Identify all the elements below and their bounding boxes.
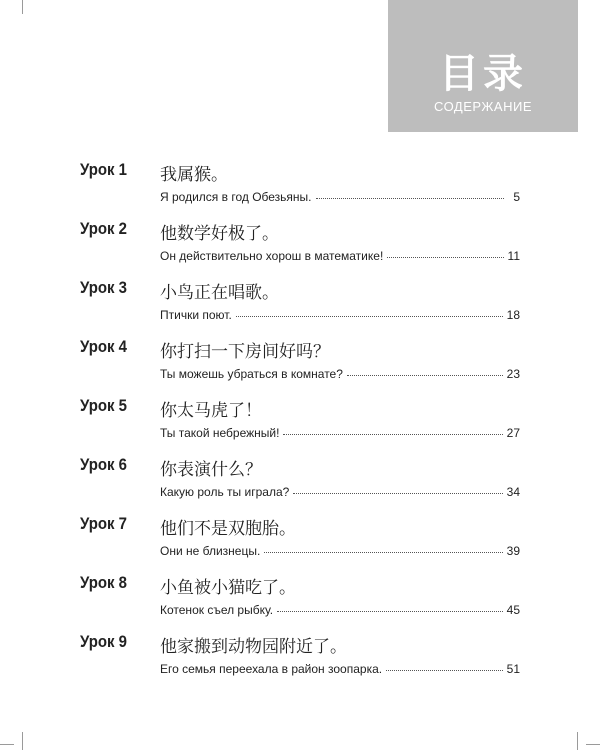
crop-mark-bottom-right-h bbox=[586, 744, 600, 745]
lesson-title-russian: Птички поют. bbox=[160, 308, 232, 322]
lesson-title-chinese: 你打扫一下房间好吗？ bbox=[160, 342, 330, 362]
lesson-title-chinese: 你太马虎了！ bbox=[160, 401, 262, 421]
lesson-title-row bbox=[160, 308, 520, 322]
contents-title-chinese: 目录 bbox=[439, 51, 527, 97]
lesson-number: Урок 6 bbox=[80, 455, 127, 474]
lesson-title-row bbox=[160, 603, 520, 617]
toc-entry[interactable] bbox=[80, 573, 520, 632]
dot-leader bbox=[283, 433, 502, 435]
page-number: 11 bbox=[507, 249, 520, 263]
lesson-number: Урок 1 bbox=[80, 160, 127, 179]
lesson-title-chinese: 他家搬到动物园附近了。 bbox=[160, 637, 347, 657]
toc-entry[interactable] bbox=[80, 337, 520, 396]
crop-mark-top-left bbox=[22, 0, 23, 14]
toc-entry[interactable] bbox=[80, 514, 520, 573]
dot-leader bbox=[277, 610, 503, 612]
dot-leader bbox=[316, 197, 504, 199]
lesson-number: Урок 4 bbox=[80, 337, 127, 356]
lesson-number: Урок 2 bbox=[80, 219, 127, 238]
page-number: 23 bbox=[506, 367, 520, 381]
lesson-number: Урок 7 bbox=[80, 514, 127, 533]
lesson-title-russian: Котенок съел рыбку. bbox=[160, 603, 274, 617]
page-number: 51 bbox=[506, 662, 520, 676]
contents-header bbox=[388, 0, 578, 132]
toc-entry[interactable] bbox=[80, 219, 520, 278]
contents-title-russian: СОДЕРЖАНИЕ bbox=[433, 99, 532, 114]
dot-leader bbox=[264, 551, 502, 553]
crop-mark-bottom-left-v bbox=[22, 732, 23, 750]
lesson-title-chinese: 小鱼被小猫吃了。 bbox=[160, 578, 296, 598]
lesson-title-russian: Его семья переехала в район зоопарка. bbox=[160, 662, 383, 676]
lesson-number: Урок 8 bbox=[80, 573, 127, 592]
lesson-title-russian: Они не близнецы. bbox=[160, 544, 261, 558]
lesson-title-row bbox=[160, 485, 520, 499]
table-of-contents bbox=[80, 160, 520, 691]
lesson-title-chinese: 小鸟正在唱歌。 bbox=[160, 283, 279, 303]
page-number: 27 bbox=[506, 426, 520, 440]
page-number: 34 bbox=[506, 485, 520, 499]
page-number: 45 bbox=[506, 603, 520, 617]
lesson-title-russian: Он действительно хорош в математике! bbox=[160, 249, 384, 263]
dot-leader bbox=[293, 492, 502, 494]
lesson-number: Урок 3 bbox=[80, 278, 127, 297]
lesson-title-row bbox=[160, 367, 520, 381]
page-number: 18 bbox=[506, 308, 520, 322]
lesson-title-row bbox=[160, 426, 520, 440]
lesson-title-chinese: 他们不是双胞胎。 bbox=[160, 519, 296, 539]
lesson-title-russian: Ты можешь убраться в комнате? bbox=[160, 367, 343, 381]
dot-leader bbox=[387, 256, 503, 258]
dot-leader bbox=[236, 315, 503, 317]
lesson-title-row bbox=[160, 662, 520, 676]
lesson-title-row bbox=[160, 190, 520, 204]
lesson-title-row bbox=[160, 544, 520, 558]
lesson-number: Урок 5 bbox=[80, 396, 127, 415]
lesson-title-row bbox=[160, 249, 520, 263]
toc-entry[interactable] bbox=[80, 160, 520, 219]
lesson-title-russian: Какую роль ты играла? bbox=[160, 485, 290, 499]
lesson-number: Урок 9 bbox=[80, 632, 127, 651]
page-number: 5 bbox=[513, 190, 520, 204]
lesson-title-russian: Я родился в год Обезьяны. bbox=[160, 190, 312, 204]
page-number: 39 bbox=[506, 544, 520, 558]
dot-leader bbox=[347, 374, 503, 376]
toc-entry[interactable] bbox=[80, 278, 520, 337]
crop-mark-bottom-left-h bbox=[0, 744, 14, 745]
toc-entry[interactable] bbox=[80, 396, 520, 455]
dot-leader bbox=[386, 669, 503, 671]
lesson-title-chinese: 我属猴。 bbox=[160, 165, 228, 185]
crop-mark-bottom-right-v bbox=[577, 732, 578, 750]
lesson-title-chinese: 他数学好极了。 bbox=[160, 224, 279, 244]
lesson-title-chinese: 你表演什么？ bbox=[160, 460, 262, 480]
toc-entry[interactable] bbox=[80, 632, 520, 691]
toc-entry[interactable] bbox=[80, 455, 520, 514]
lesson-title-russian: Ты такой небрежный! bbox=[160, 426, 280, 440]
